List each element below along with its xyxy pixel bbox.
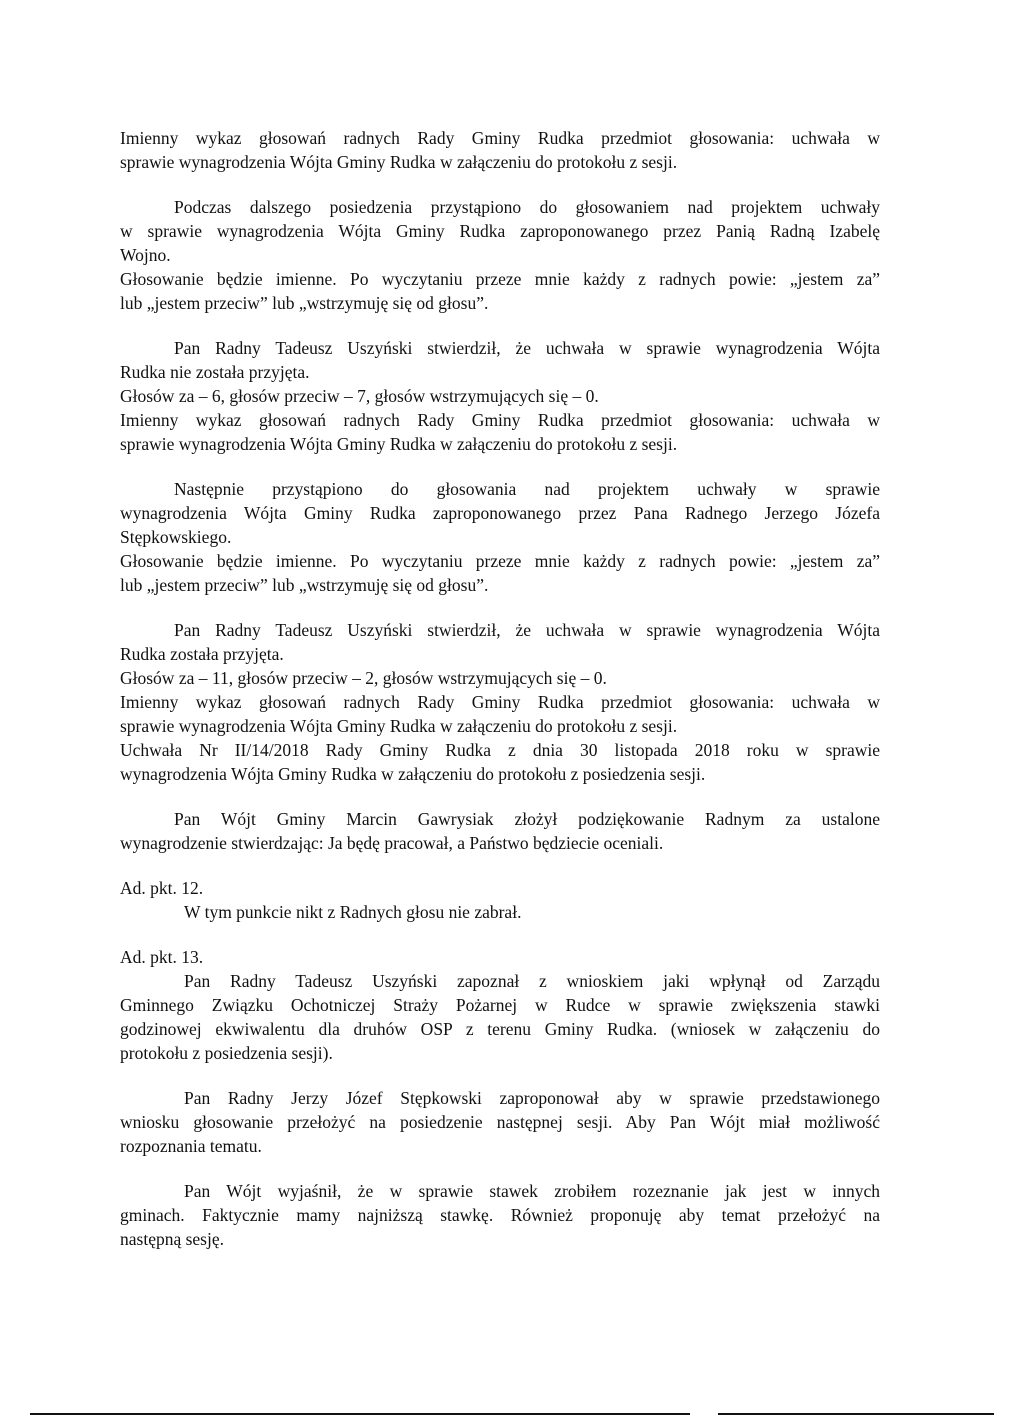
text-line: Pan Wójt Gminy Marcin Gawrysiak złożył podziękowanie Radnym za ustalone <box>174 809 880 829</box>
text-line: następną sesję. <box>120 1229 224 1249</box>
text-line: Pan Radny Tadeusz Uszyński zapoznał z wnioskiem jaki wpłynął od Zarządu <box>184 971 880 991</box>
section-heading: Ad. pkt. 12. <box>120 878 204 898</box>
text-line: Wojno. <box>120 245 171 265</box>
text-line: Gminnego Związku Ochotniczej Straży Pożarnej w Rudce w sprawie zwiększenia stawki <box>120 995 880 1015</box>
text-line: lub „jestem przeciw” lub „wstrzymuję się od głosu”. <box>120 293 489 313</box>
text-line: Pan Radny Jerzy Józef Stępkowski zaproponował aby w sprawie przedstawionego <box>184 1088 880 1108</box>
text-line: rozpoznania tematu. <box>120 1136 262 1156</box>
text-line: Rudka została przyjęta. <box>120 644 284 664</box>
text-line: Głosowanie będzie imienne. Po wyczytaniu przeze mnie każdy z radnych powie: „jestem za” <box>120 269 880 289</box>
text-line: wynagrodzenia Wójta Gminy Rudka w załączeniu do protokołu z posiedzenia sesji. <box>120 764 706 784</box>
text-line: Podczas dalszego posiedzenia przystąpiono do głosowaniem nad projektem uchwały <box>174 197 880 217</box>
text-line: Głosowanie będzie imienne. Po wyczytaniu przeze mnie każdy z radnych powie: „jestem za” <box>120 551 880 571</box>
text-line: wynagrodzenie stwierdzając: Ja będę pracował, a Państwo będziecie oceniali. <box>120 833 664 853</box>
text-line: Głosów za – 6, głosów przeciw – 7, głosów wstrzymujących się – 0. <box>120 386 599 406</box>
text-line: W tym punkcie nikt z Radnych głosu nie zabrał. <box>184 902 522 922</box>
text-line: lub „jestem przeciw” lub „wstrzymuję się od głosu”. <box>120 575 489 595</box>
text-line: Głosów za – 11, głosów przeciw – 2, głosów wstrzymujących się – 0. <box>120 668 607 688</box>
text-line: Rudka nie została przyjęta. <box>120 362 310 382</box>
text-line: wynagrodzenia Wójta Gminy Rudka zaproponowanego przez Pana Radnego Jerzego Józefa <box>120 503 880 523</box>
footer-rule <box>30 1413 690 1415</box>
text-line: Pan Radny Tadeusz Uszyński stwierdził, że uchwała w sprawie wynagrodzenia Wójta <box>174 620 880 640</box>
document-page <box>120 0 880 1428</box>
text-line: wniosku głosowanie przełożyć na posiedzenie następnej sesji. Aby Pan Wójt miał możliwość <box>120 1112 880 1132</box>
text-line: sprawie wynagrodzenia Wójta Gminy Rudka w załączeniu do protokołu z sesji. <box>120 152 678 172</box>
text-line: Pan Radny Tadeusz Uszyński stwierdził, że uchwała w sprawie wynagrodzenia Wójta <box>174 338 880 358</box>
footer-rule <box>718 1413 994 1415</box>
text-line: Uchwała Nr II/14/2018 Rady Gminy Rudka z dnia 30 listopada 2018 roku w sprawie <box>120 740 880 760</box>
text-line: Stępkowskiego. <box>120 527 232 547</box>
text-line: Imienny wykaz głosowań radnych Rady Gminy Rudka przedmiot głosowania: uchwała w <box>120 128 880 148</box>
text-line: sprawie wynagrodzenia Wójta Gminy Rudka w załączeniu do protokołu z sesji. <box>120 716 678 736</box>
text-line: sprawie wynagrodzenia Wójta Gminy Rudka w załączeniu do protokołu z sesji. <box>120 434 678 454</box>
text-line: godzinowej ekwiwalentu dla druhów OSP z terenu Gminy Rudka. (wniosek w załączeniu do <box>120 1019 880 1039</box>
text-line: Pan Wójt wyjaśnił, że w sprawie stawek zrobiłem rozeznanie jak jest w innych <box>184 1181 880 1201</box>
text-line: Imienny wykaz głosowań radnych Rady Gminy Rudka przedmiot głosowania: uchwała w <box>120 410 880 430</box>
text-line: protokołu z posiedzenia sesji). <box>120 1043 333 1063</box>
text-line: Następnie przystąpiono do głosowania nad projektem uchwały w sprawie <box>174 479 880 499</box>
text-line: w sprawie wynagrodzenia Wójta Gminy Rudka zaproponowanego przez Panią Radną Izabelę <box>120 221 880 241</box>
text-line: gminach. Faktycznie mamy najniższą stawkę. Również proponuję aby temat przełożyć na <box>120 1205 880 1225</box>
text-line: Imienny wykaz głosowań radnych Rady Gminy Rudka przedmiot głosowania: uchwała w <box>120 692 880 712</box>
section-heading: Ad. pkt. 13. <box>120 947 204 967</box>
